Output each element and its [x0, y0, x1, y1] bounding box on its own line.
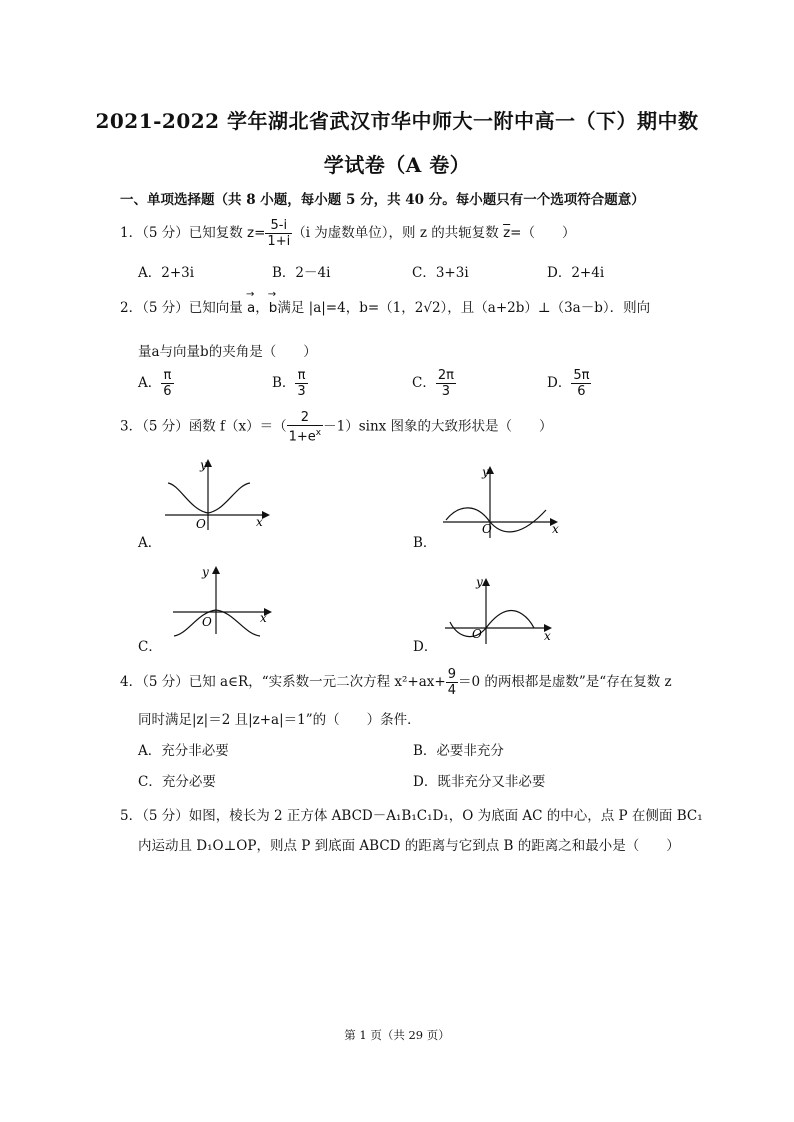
- graph-b-origin: O: [482, 522, 492, 536]
- question-1: [120, 218, 575, 249]
- q1-option-a: A．2+3i: [138, 265, 195, 281]
- q2-option-a-num: π: [161, 368, 173, 384]
- graph-a-label: A．: [138, 535, 162, 551]
- question-3: [120, 410, 553, 444]
- graph-d-origin: O: [472, 627, 482, 641]
- graph-c-curve: [174, 610, 260, 636]
- q4-line1-b: ＝0 的两根都是虚数”是“存在复数 z: [458, 674, 672, 690]
- q2-prefix: 2．（5 分）已知向量: [120, 300, 248, 316]
- graph-a-y-label: y: [200, 458, 207, 472]
- graph-c-x-label: x: [260, 611, 267, 625]
- graph-a-curve: [168, 483, 250, 513]
- q2-option-a-frac: [161, 368, 173, 399]
- graph-a-x-arrow: [262, 511, 270, 519]
- q2-option-b-num: π: [295, 368, 307, 384]
- page-title-line1: 2021-2022 学年湖北省武汉市华中师大一附中高一（下）期中数: [95, 109, 699, 133]
- q2-comma: ，: [255, 300, 269, 316]
- graph-b-label: B．: [413, 535, 437, 551]
- q2-vector-a: → a: [247, 300, 255, 316]
- graph-c-label: C．: [138, 639, 162, 655]
- q2-option-d-den: 6: [577, 384, 586, 399]
- question-4-line1: [120, 667, 672, 698]
- q2-option-c-label: C．: [412, 375, 436, 391]
- graph-d-x-label: x: [544, 629, 551, 643]
- q3-frac-num: 2: [287, 410, 324, 426]
- q4-option-b: B．必要非充分: [413, 743, 504, 759]
- q2-option-c-frac: [436, 368, 456, 399]
- q3-suffix: －1）sinx 图象的大致形状是（ ）: [323, 418, 553, 435]
- graph-d-curve: [450, 610, 534, 636]
- q2-option-d: [547, 368, 591, 399]
- q2-option-c-den: 3: [441, 384, 451, 399]
- q2-option-d-frac: [571, 368, 591, 399]
- q1-option-b: B．2－4i: [272, 265, 331, 281]
- q2-option-c-num: 2π: [437, 368, 454, 383]
- q2-option-a-den: 6: [163, 384, 172, 399]
- question-2-line1: [120, 296, 650, 316]
- q4-frac-num: 9: [447, 667, 457, 682]
- q2-option-d-label: D．: [547, 375, 572, 391]
- question-2-line2: 量a与向量b的夹角是（ ）: [138, 344, 317, 360]
- q1-frac-den: 1+i: [267, 234, 291, 249]
- graph-d-y-arrow: [482, 578, 490, 586]
- graph-a-origin: O: [196, 517, 206, 531]
- graph-b: [438, 460, 563, 540]
- graph-d-y-label: y: [476, 575, 483, 589]
- section-heading: 一、单项选择题（共 8 小题，每小题 5 分，共 40 分。每小题只有一个选项符合题意）: [120, 192, 645, 208]
- q3-fraction: [287, 410, 324, 444]
- graph-c-origin: O: [202, 615, 212, 629]
- q1-fraction: [265, 218, 292, 249]
- question-5-line1: 5．（5 分）如图，棱长为 2 正方体 ABCD－A₁B₁C₁D₁，O 为底面 AC 的中心，点 P 在侧面 BC₁: [120, 808, 703, 824]
- graph-b-curve: [446, 508, 546, 532]
- graph-a: [160, 455, 275, 535]
- q1-mid: （i 为虚数单位），则 z 的共轭复数: [292, 225, 504, 241]
- q1-option-c: C．3+3i: [412, 265, 469, 281]
- graph-c: [168, 560, 278, 640]
- q1-z: z=: [247, 225, 266, 241]
- q4-frac-den: 4: [447, 683, 457, 698]
- q2-option-c: [412, 368, 456, 399]
- graph-d: [440, 572, 558, 646]
- q3-frac-den-base: 1+e: [288, 429, 316, 445]
- q1-suffix: =（ ）: [510, 225, 576, 241]
- question-4-line2: 同时满足|z|＝2 且|z+a|＝1”的（ ）条件．: [138, 712, 421, 728]
- graph-b-x-label: x: [552, 522, 559, 536]
- q1-prefix: 1．（5 分）已知复数: [120, 225, 248, 241]
- q4-line1-a: 4．（5 分）已知 a∈R，“实系数一元二次方程 x²+ax+: [120, 674, 446, 690]
- q4-option-d: D．既非充分又非必要: [413, 774, 546, 790]
- q2-vector-b: → b: [269, 300, 278, 316]
- q2-option-b-frac: [295, 368, 307, 399]
- q4-option-c: C．充分必要: [138, 774, 216, 790]
- q2-option-b: [272, 368, 308, 399]
- page-title-line2: 学试卷（A 卷）: [323, 153, 471, 177]
- graph-a-x-label: x: [256, 515, 263, 529]
- q4-fraction: [446, 667, 458, 698]
- q2-option-a-label: A．: [138, 375, 162, 391]
- q3-prefix: 3．（5 分）函数 f（x）＝（: [120, 418, 287, 435]
- graph-c-y-arrow: [212, 566, 220, 574]
- q3-frac-den-sup: x: [315, 428, 322, 438]
- q2-condition: 满足 |a|=4，b=（1，2√2），且（a+2b）⊥（3a－b）．则向: [277, 300, 651, 316]
- graph-d-label: D．: [413, 639, 438, 655]
- q1-option-d: D．2+4i: [547, 265, 605, 281]
- q1-frac-num: 5-i: [265, 218, 292, 234]
- q1-zbar: $\overline{z}$: [503, 225, 511, 241]
- graph-c-y-label: y: [202, 565, 209, 579]
- q2-option-d-num: 5π: [573, 368, 590, 383]
- q2-option-b-label: B．: [272, 375, 296, 391]
- q3-frac-den: [287, 426, 324, 444]
- q4-option-a: A．充分非必要: [138, 743, 229, 759]
- q2-option-b-den: 3: [297, 384, 306, 399]
- question-5-line2: 内运动且 D₁O⊥OP，则点 P 到底面 ABCD 的距离与它到点 B 的距离之和最小是（ ）: [138, 838, 680, 854]
- q2-option-a: [138, 368, 174, 399]
- page-footer: 第 1 页（共 29 页）: [344, 1028, 450, 1042]
- graph-b-y-label: y: [482, 465, 489, 479]
